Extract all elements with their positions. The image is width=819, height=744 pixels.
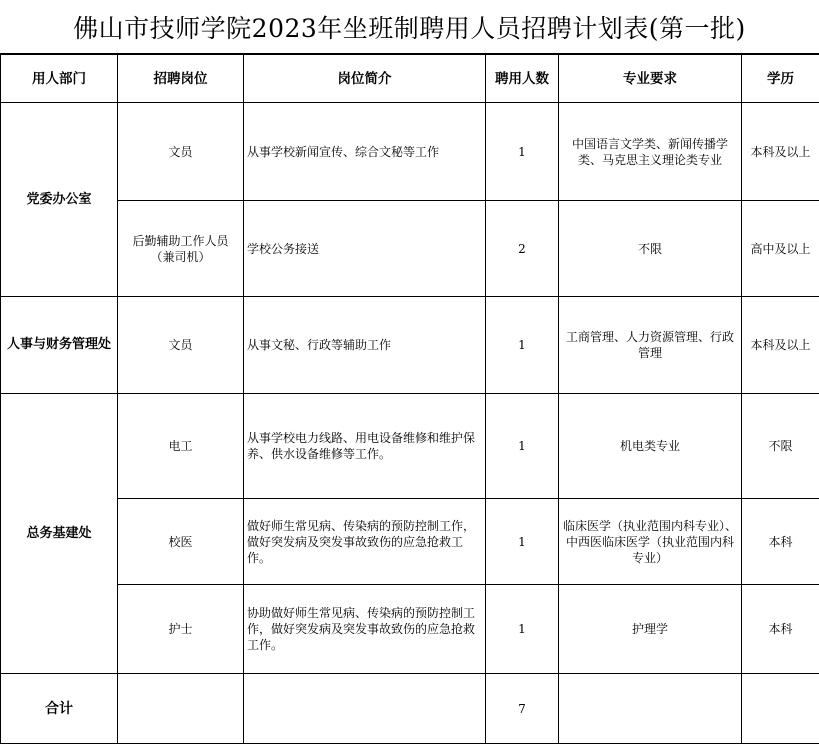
major-cell: 临床医学（执业范围内科专业）、中西医临床医学（执业范围内科专业） (559, 499, 742, 585)
education-cell: 本科 (742, 499, 819, 585)
major-cell: 护理学 (559, 585, 742, 674)
table-row (1, 297, 819, 394)
dept-cell: 总务基建处 (1, 394, 118, 674)
page-title: 佛山市技师学院2023年坐班制聘用人员招聘计划表(第一批) (0, 0, 819, 54)
header-education: 学历 (742, 55, 819, 103)
education-cell: 高中及以上 (742, 201, 819, 297)
intro-cell: 做好师生常见病、传染病的预防控制工作，做好突发病及突发事故致伤的应急抢救工作。 (244, 499, 486, 585)
position-cell: 文员 (118, 297, 244, 394)
header-major: 专业要求 (559, 55, 742, 103)
empty-cell (118, 674, 244, 744)
dept-cell: 党委办公室 (1, 103, 118, 297)
position-cell: 校医 (118, 499, 244, 585)
count-cell: 1 (486, 297, 559, 394)
intro-cell: 从事文秘、行政等辅助工作 (244, 297, 486, 394)
intro-cell: 协助做好师生常见病、传染病的预防控制工作，做好突发病及突发事故致伤的应急抢救工作。 (244, 585, 486, 674)
position-cell: 护士 (118, 585, 244, 674)
education-cell: 不限 (742, 394, 819, 499)
major-cell: 中国语言文学类、新闻传播学类、马克思主义理论类专业 (559, 103, 742, 201)
table-row (1, 103, 819, 201)
total-row (1, 674, 819, 744)
table-row (1, 394, 819, 499)
table-row (1, 585, 819, 674)
position-cell: 文员 (118, 103, 244, 201)
empty-cell (244, 674, 486, 744)
total-count: 7 (486, 674, 559, 744)
header-position: 招聘岗位 (118, 55, 244, 103)
intro-cell: 学校公务接送 (244, 201, 486, 297)
major-cell: 机电类专业 (559, 394, 742, 499)
position-cell: 后勤辅助工作人员（兼司机） (118, 201, 244, 297)
intro-cell: 从事学校新闻宣传、综合文秘等工作 (244, 103, 486, 201)
table-row (1, 201, 819, 297)
empty-cell (559, 674, 742, 744)
header-count: 聘用人数 (486, 55, 559, 103)
dept-cell: 人事与财务管理处 (1, 297, 118, 394)
count-cell: 1 (486, 103, 559, 201)
total-label: 合计 (1, 674, 118, 744)
header-dept: 用人部门 (1, 55, 118, 103)
count-cell: 2 (486, 201, 559, 297)
education-cell: 本科 (742, 585, 819, 674)
education-cell: 本科及以上 (742, 103, 819, 201)
count-cell: 1 (486, 585, 559, 674)
major-cell: 不限 (559, 201, 742, 297)
position-cell: 电工 (118, 394, 244, 499)
education-cell: 本科及以上 (742, 297, 819, 394)
table-header-row (1, 55, 819, 103)
recruitment-plan-table (0, 54, 819, 744)
empty-cell (742, 674, 819, 744)
major-cell: 工商管理、人力资源管理、行政管理 (559, 297, 742, 394)
header-intro: 岗位简介 (244, 55, 486, 103)
intro-cell: 从事学校电力线路、用电设备维修和维护保养、供水设备维修等工作。 (244, 394, 486, 499)
count-cell: 1 (486, 499, 559, 585)
count-cell: 1 (486, 394, 559, 499)
table-row (1, 499, 819, 585)
